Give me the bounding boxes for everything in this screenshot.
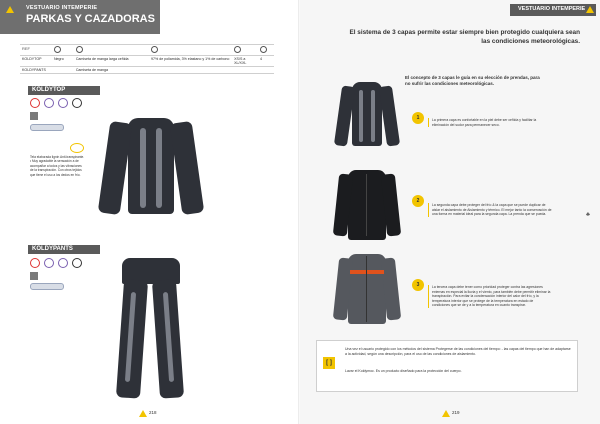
layer-1-image (336, 78, 398, 154)
footer-paragraph: Lavar el Koldymoc. Es un producto diseñado para la protección del cuerpo. (345, 369, 462, 373)
table-cell (232, 67, 258, 74)
swatch-icon (30, 272, 38, 280)
pictogram-icon (30, 98, 40, 108)
section-kicker: VESTUARIO INTEMPERIE (26, 5, 98, 11)
layer-2-image (336, 168, 398, 244)
table-cell: Negro (52, 56, 74, 67)
table-header-row (20, 45, 274, 56)
table-header: REF (20, 45, 52, 56)
product-title-bar (28, 86, 100, 95)
pack-icon (260, 46, 267, 53)
warning-triangle-icon (442, 410, 450, 417)
footer-paragraph: Una vez el usuario protegido con los métodos del sistema Protegerse de las condiciones del tiempo: - las capas del tiempo que han de adaptarse a la actividad, según una descripción, para el uso de las condiciones de aislamiento. (345, 347, 571, 356)
spec-table (20, 44, 274, 74)
warning-triangle-icon (139, 410, 147, 417)
page-number: 218 (149, 410, 157, 415)
pictogram-icon (58, 98, 68, 108)
table-cell: XS/S a XL/XXL (232, 56, 258, 67)
pictogram-icon (58, 258, 68, 268)
table-cell: 4 (258, 56, 274, 67)
page-number: 219 (452, 410, 460, 415)
color-icon (54, 46, 61, 53)
table-cell: KOLDYPANTS (20, 67, 52, 74)
intro-text: El sistema de 3 capas permite estar siempre bien protegido cualquiera sean las condiciones meteorológicas. (349, 29, 580, 45)
pictogram-icon (44, 98, 54, 108)
concept-text: El concepto de 3 capas le guía en su elección de prendas, para no sufrir las condiciones meteorológicas. (405, 75, 540, 86)
table-cell: Camiseta de manga (74, 67, 149, 74)
link-icon (76, 46, 83, 53)
table-header (52, 45, 74, 56)
table-row (20, 56, 274, 67)
pictogram-icon (72, 98, 82, 108)
step-3-badge: 3 (412, 279, 424, 291)
size-icon (234, 46, 241, 53)
section-header (510, 4, 596, 16)
table-cell: Camiseta de manga larga ceñida (74, 56, 149, 67)
step-1-badge: 1 (412, 112, 424, 124)
step-1-text: La primera capa es confortable en la piel debe ser ceñida y facilitar la eliminación del sudor para permanecer seco. (428, 118, 552, 127)
product-title-bar (28, 245, 100, 254)
section-title: PARKAS Y CAZADORAS (26, 13, 155, 25)
size-range-bar (30, 283, 64, 290)
pictogram-icon (30, 258, 40, 268)
table-cell: 97% de poliamida, 3% elastano y 1% de carbono (149, 56, 232, 67)
step-3-text: La tercera capa debe tener como prioridad proteger contra las agresiones externas en especial la lluvia y el viento, para también debe permitir eliminar la transpiración. Para evitar la condensación interior del calor del frío, y la temperatura interior que se protege de la temperatura en estado de condiciones que se de y a la temperatura en cuanto transpirar. (428, 285, 552, 308)
table-cell (52, 67, 74, 74)
section-kicker: VESTUARIO INTEMPERIE (518, 6, 586, 12)
footer-info-box (316, 340, 578, 392)
table-header (74, 45, 149, 56)
side-marker-icon: ♣ (586, 212, 590, 218)
swatch-icon (30, 112, 38, 120)
feature-badge-icon (70, 143, 84, 153)
table-header (232, 45, 258, 56)
table-header (258, 45, 274, 56)
size-range-bar (30, 124, 64, 131)
material-icon (151, 46, 158, 53)
table-cell (258, 67, 274, 74)
step-2-badge: 2 (412, 195, 424, 207)
pictogram-icon (44, 258, 54, 268)
table-cell (149, 67, 232, 74)
layer-3-image (336, 252, 398, 328)
warning-triangle-icon (586, 6, 594, 13)
table-header (149, 45, 232, 56)
bracket-icon: [ ] (323, 357, 335, 369)
product-name: KOLDYPANTS (32, 246, 73, 252)
table-row (20, 67, 274, 74)
section-header (0, 0, 160, 34)
step-2-text: La segunda capa debe proteger del frío & la capa que se puede duplicar de aislar el aislamiento de Aislamiento y térmico. El mejor tanto la conservación de una forma en material ideal para la segunda capa. La prenda que se pueda. (428, 203, 552, 217)
pictogram-icon (72, 258, 82, 268)
product-note: Tela elaborada lignin Anti-transpirante. • Muy agradable la sensación a de acompañar a todos y las vibraciones de la transpiración. Con otros tejidos que tiene el uso a los dedos en frío. (30, 155, 85, 177)
warning-triangle-icon (6, 6, 14, 13)
table-cell: KOLDYTOP (20, 56, 52, 67)
product-name: KOLDYTOP (32, 87, 66, 93)
